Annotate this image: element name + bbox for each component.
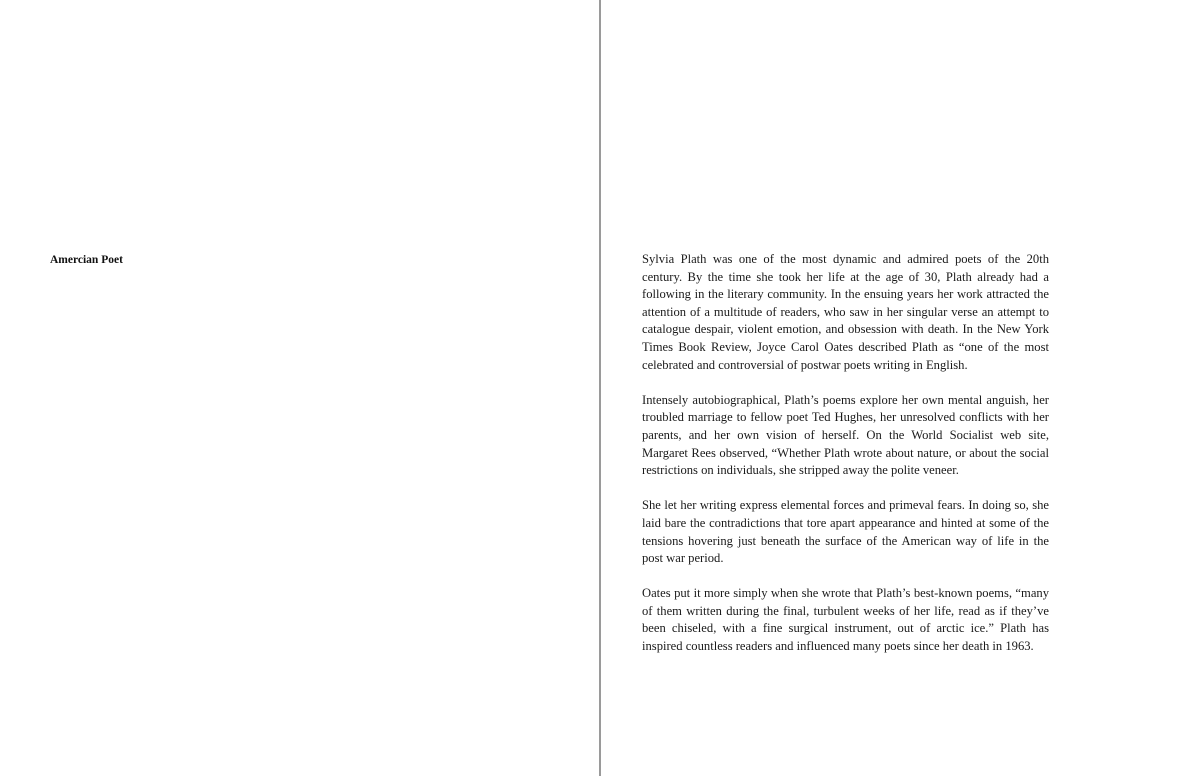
body-paragraph: Sylvia Plath was one of the most dynamic and admired poets of the 20th century. By the time she took her life at the age of 30, Plath already had a following in the literary community. In the ensuing years her work attracted the attention of a multitude of readers, who saw in her singular verse an attempt to catalogue despair, violent emotion, and obsession with death. In the New York Times Book Review, Joyce Carol Oates described Plath as “one of the most celebrated and controversial of postwar poets writing in English. — [642, 252, 1049, 372]
section-title: Amercian Poet — [50, 254, 123, 266]
body-paragraph: She let her writing express elemental forces and primeval fears. In doing so, she laid bare the contradictions that tore apart appearance and hinted at some of the tensions hovering just beneath the surface of the American way of life in the post war period. — [642, 498, 1049, 566]
article-body — [642, 251, 1049, 656]
right-page — [601, 0, 1200, 776]
body-paragraph: Oates put it more simply when she wrote that Plath’s best-known poems, “many of them written during the final, turbulent weeks of her life, read as if they’ve been chiseled, with a fine surgical instrument, out of arctic ice.” Plath has inspired countless readers and influenced many poets since her death in 1963. — [642, 586, 1049, 654]
body-paragraph: Intensely autobiographical, Plath’s poems explore her own mental anguish, her troubled marriage to fellow poet Ted Hughes, her unresolved conflicts with her parents, and her own vision of herself. On the World Socialist web site, Margaret Rees observed, “Whether Plath wrote about nature, or about the social restrictions on individuals, she stripped away the polite veneer. — [642, 392, 1049, 478]
left-page — [0, 0, 599, 776]
